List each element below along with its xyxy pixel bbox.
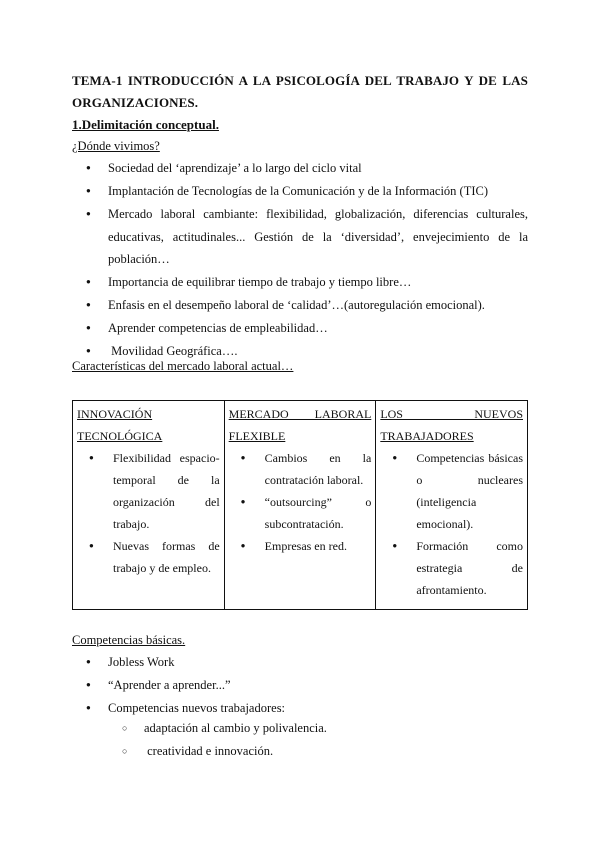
list-item: ● Mercado laboral cambiante: flexibilidad, globalización, diferencias culturales, educativas, actitudinales... Gestión de la ‘diversidad’, envejecimiento de la población… xyxy=(72,203,528,271)
list-item: ● Implantación de Tecnologías de la Comunicación y de la Información (TIC) xyxy=(72,180,528,203)
table-list-item: ● “outsourcing” o subcontratación. xyxy=(229,491,372,535)
section-heading: 1.Delimitación conceptual. xyxy=(72,117,219,132)
table-column-innovacion xyxy=(73,401,225,610)
competencias-sublist xyxy=(108,717,528,763)
list-item: ● Sociedad del ‘aprendizaje’ a lo largo del ciclo vital xyxy=(72,157,528,180)
column-heading: INNOVACIÓN TECNOLÓGICA xyxy=(77,407,163,443)
table-list-item: ● Flexibilidad espacio-temporal de la organización del trabajo. xyxy=(77,447,220,535)
list-item: ● Movilidad Geográfica…. xyxy=(72,340,528,363)
table-list-item: ● Cambios en la contratación laboral. xyxy=(229,447,372,491)
table-list-item: ● Competencias básicas o nucleares (inteligencia emocional). xyxy=(380,447,523,535)
sub-list-item: ○ adaptación al cambio y polivalencia. xyxy=(108,717,528,740)
competencias-list xyxy=(72,651,528,720)
competencias-heading: Competencias básicas. xyxy=(72,633,186,647)
column-heading: MERCADO LABORAL FLEXIBLE xyxy=(228,407,372,443)
market-heading: Características del mercado laboral actual… xyxy=(72,359,294,373)
where-heading: ¿Dónde vivimos? xyxy=(72,139,160,153)
characteristics-table xyxy=(72,400,528,610)
list-item: ● Jobless Work xyxy=(72,651,528,674)
list-item: ● “Aprender a aprender...” xyxy=(72,674,528,697)
list-item: ● Aprender competencias de empleabilidad… xyxy=(72,317,528,340)
list-item: ● Enfasis en el desempeño laboral de ‘calidad’…(autoregulación emocional). xyxy=(72,294,528,317)
sub-list-item: ○ creatividad e innovación. xyxy=(108,740,528,763)
column-heading: LOS NUEVOS TRABAJADORES xyxy=(380,407,523,443)
table-list-item: ● Nuevas formas de trabajo y de empleo. xyxy=(77,535,220,579)
where-list xyxy=(72,157,528,363)
table-column-trabajadores xyxy=(376,401,528,610)
table-list-item: ● Empresas en red. xyxy=(229,535,372,557)
document-title: TEMA-1 INTRODUCCIÓN A LA PSICOLOGÍA DEL TRABAJO Y DE LAS ORGANIZACIONES. xyxy=(72,73,528,110)
list-item: ● Importancia de equilibrar tiempo de trabajo y tiempo libre… xyxy=(72,271,528,294)
table-list-item: ● Formación como estrategia de afrontamiento. xyxy=(380,535,523,601)
list-item: ● Competencias nuevos trabajadores: xyxy=(72,697,528,720)
table-column-mercado xyxy=(224,401,376,610)
